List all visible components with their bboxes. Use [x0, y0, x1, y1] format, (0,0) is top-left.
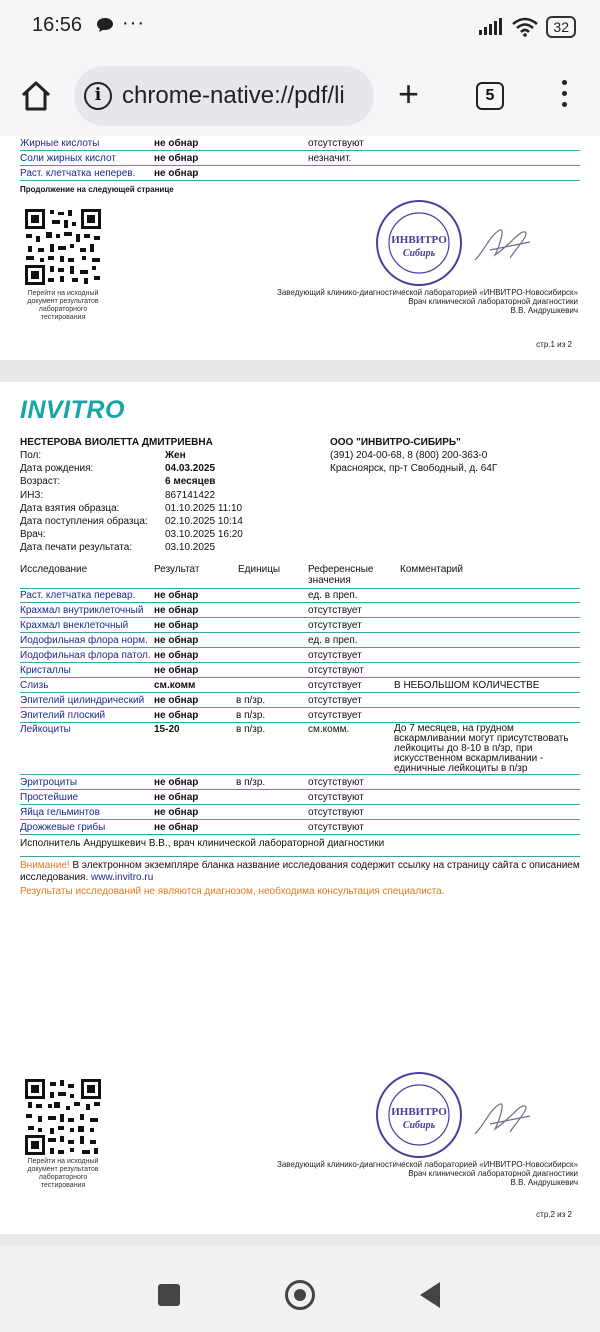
more-notifications-icon: ··· [122, 12, 145, 34]
comment-value [394, 724, 569, 774]
table-row [20, 618, 580, 633]
status-bar [0, 0, 600, 56]
invitro-link[interactable]: www.invitro.ru [91, 872, 154, 883]
result-value: не обнар [154, 620, 199, 631]
field-value: 03.10.2025 16:20 [165, 529, 243, 541]
field-value: 04.03.2025 [165, 463, 216, 475]
system-nav-bar [0, 1246, 600, 1332]
field-value: 02.10.2025 10:14 [165, 516, 243, 527]
svg-text:Сибирь: Сибирь [402, 248, 436, 259]
study-name[interactable]: Эпителий плоский [20, 710, 106, 721]
battery-icon: 32 [546, 16, 576, 38]
study-name[interactable]: Иодофильная флора норм. [20, 635, 148, 646]
field-label: Врач: [20, 529, 46, 541]
table-row [20, 708, 580, 723]
signature-line: В.В. Андрушкевич [510, 306, 578, 315]
table-row [20, 663, 580, 678]
table-row [20, 678, 580, 693]
result-value: не обнар [154, 168, 199, 179]
signature-line: Врач клинической лабораторной диагностики [408, 297, 578, 306]
field-value: 867141422 [165, 489, 216, 501]
table-row [20, 151, 580, 166]
signature-block [277, 1160, 578, 1187]
reference-value: отсутствуют [308, 792, 364, 803]
result-value: не обнар [154, 792, 199, 803]
menu-dot-icon [562, 80, 567, 85]
unit-value: в п/зр. [236, 777, 266, 788]
study-name[interactable]: Лейкоциты [20, 724, 71, 735]
field-value: 03.10.2025 [165, 542, 216, 554]
new-tab-button[interactable]: + [398, 73, 420, 114]
result-value: не обнар [154, 695, 199, 706]
field-value: 6 месяцев [165, 476, 216, 488]
url-text[interactable]: chrome-native://pdf/li [122, 82, 345, 109]
study-name[interactable]: Эритроциты [20, 777, 78, 788]
table-row [20, 648, 580, 663]
menu-dot-icon [562, 91, 567, 96]
field-label: Возраст: [20, 476, 61, 488]
reference-value: отсутствуют [308, 807, 364, 818]
address-bar[interactable] [74, 66, 374, 126]
col-result: Результат [154, 564, 200, 575]
table-row [20, 693, 580, 708]
signature-icon [470, 220, 540, 270]
signature-line: Врач клинической лабораторной диагностики [408, 1169, 578, 1178]
reference-value: отсутствуют [308, 138, 364, 149]
col-ref: Референсные значения [308, 564, 374, 586]
notice-label: Внимание! [20, 860, 70, 871]
wifi-icon [512, 17, 538, 37]
study-name[interactable]: Простейшие [20, 792, 79, 803]
study-name[interactable]: Слизь [20, 680, 49, 691]
menu-dot-icon [562, 102, 567, 107]
field-label: Дата печати результата: [20, 542, 133, 554]
study-name[interactable]: Кристаллы [20, 665, 71, 676]
lab-phone: (391) 204-00-68, 8 (800) 200-363-0 [330, 450, 488, 461]
study-name[interactable]: Раст. клетчатка неперев. [20, 168, 136, 179]
qr-caption: Перейти на исходный документ результатов лабораторного тестирования [27, 1158, 99, 1189]
info-icon[interactable]: i [84, 82, 112, 110]
table-row [20, 820, 580, 835]
col-units: Единицы [238, 564, 281, 575]
svg-text:ИНВИТРО: ИНВИТРО [391, 1106, 447, 1118]
result-value: не обнар [154, 710, 199, 721]
unit-value: в п/зр. [236, 695, 266, 706]
qr-code-icon[interactable] [24, 208, 102, 286]
recents-button[interactable] [158, 1284, 180, 1306]
result-value: не обнар [154, 153, 199, 164]
field-label: Дата рождения: [20, 463, 94, 475]
signature-block [277, 288, 578, 315]
result-value: не обнар [154, 650, 199, 661]
page-number: стр.2 из 2 [536, 1210, 572, 1219]
table-row [20, 790, 580, 805]
pdf-page-2 [0, 382, 600, 1234]
menu-button[interactable] [552, 80, 576, 112]
signature-line: В.В. Андрушкевич [510, 1178, 578, 1187]
comment-value: В НЕБОЛЬШОМ КОЛИЧЕСТВЕ [394, 680, 540, 691]
study-name[interactable]: Иодофильная флора патол. [20, 650, 151, 661]
reference-value: отсутствуют [308, 665, 364, 676]
reference-value: отсутствует [308, 680, 362, 691]
result-value: не обнар [154, 807, 199, 818]
study-name[interactable]: Эпителий цилиндрический [20, 695, 145, 706]
qr-code-icon[interactable] [24, 1078, 102, 1156]
continuation-note: Продолжение на следующей странице [20, 185, 174, 194]
table-row [20, 166, 580, 181]
comment-line: лейкоциты до 8-10 в п/зр, при [394, 743, 533, 754]
back-button[interactable] [420, 1282, 440, 1308]
field-value: Жен [165, 450, 186, 461]
table-row [20, 805, 580, 820]
reference-value: ед. в преп. [308, 590, 358, 601]
field-value: 01.10.2025 11:10 [165, 502, 243, 514]
notice-divider [20, 856, 580, 857]
reference-value: отсутствует [308, 650, 362, 661]
notice-text: В электронном экземпляре бланка название исследования содержит ссылку на страницу сайта с описанием [72, 860, 580, 871]
table-row [20, 136, 580, 151]
col-study: Исследование [20, 564, 88, 575]
field-label: Дата взятия образца: [20, 502, 120, 514]
pdf-viewer[interactable] [0, 136, 600, 1246]
comment-line: единичные лейкоциты в п/зр [394, 763, 528, 774]
comment-line: вскармливании могут присутствовать [394, 733, 569, 744]
signal-icon [478, 18, 504, 36]
reference-value: незначит. [308, 153, 352, 164]
result-value: не обнар [154, 590, 199, 601]
reference-value: отсутствует [308, 695, 362, 706]
field-label: Дата поступления образца: [20, 516, 148, 527]
result-value: 15-20 [154, 724, 180, 735]
study-name[interactable]: Раст. клетчатка перевар. [20, 590, 136, 601]
executor-line: Исполнитель Андрушкевич В.В., врач клинической лабораторной диагностики [20, 838, 385, 849]
table-row [20, 588, 580, 603]
reference-value: см.комм. [308, 724, 350, 735]
status-time: 16:56 [32, 14, 83, 36]
unit-value: в п/зр. [236, 710, 266, 721]
result-value: не обнар [154, 138, 199, 149]
result-value: не обнар [154, 822, 199, 833]
study-name[interactable]: Крахмал внутриклеточный [20, 605, 144, 616]
lab-name: ООО "ИНВИТРО-СИБИРЬ" [330, 437, 461, 448]
svg-text:ИНВИТРО: ИНВИТРО [391, 234, 447, 246]
home-icon [18, 78, 54, 114]
lab-stamp-icon [374, 1070, 464, 1160]
invitro-logo: INVITRO [20, 396, 125, 424]
table-row [20, 633, 580, 648]
tab-switcher-button[interactable]: 5 [476, 82, 504, 110]
home-nav-button[interactable] [285, 1280, 315, 1310]
warning-text: Результаты исследований не являются диагнозом, необходима консультация специалиста. [20, 886, 445, 897]
unit-value: в п/зр. [236, 724, 266, 735]
reference-value: ед. в преп. [308, 635, 358, 646]
reference-value: отсутствует [308, 605, 362, 616]
col-comment: Комментарий [400, 564, 463, 575]
lab-stamp-icon [374, 198, 464, 288]
result-value: см.комм [154, 680, 196, 691]
comment-line: До 7 месяцев, на грудном [394, 723, 514, 734]
chat-notification-icon [96, 16, 114, 39]
study-name[interactable]: Яйца гельминтов [20, 807, 100, 818]
study-name[interactable]: Крахмал внеклеточный [20, 620, 129, 631]
table-row [20, 603, 580, 618]
result-value: не обнар [154, 665, 199, 676]
study-name[interactable]: Соли жирных кислот [20, 153, 116, 164]
study-name[interactable]: Дрожжевые грибы [20, 822, 106, 833]
lab-address: Красноярск, пр-т Свободный, д. 64Г [330, 463, 498, 474]
svg-text:Сибирь: Сибирь [402, 1120, 436, 1131]
comment-line: искусственном вскармливании - [394, 753, 544, 764]
study-name[interactable]: Жирные кислоты [20, 138, 100, 149]
notice-text-2: исследования. [20, 872, 89, 883]
pdf-page-1 [0, 136, 600, 360]
signature-line: Заведующий клинико-диагностической лабораторией «ИНВИТРО-Новосибирск» [277, 1160, 578, 1169]
browser-toolbar [0, 56, 600, 136]
reference-value: отсутствует [308, 620, 362, 631]
reference-value: отсутствуют [308, 822, 364, 833]
result-value: не обнар [154, 605, 199, 616]
reference-value: отсутствуют [308, 777, 364, 788]
page-number: стр.1 из 2 [536, 340, 572, 349]
signature-icon [470, 1094, 540, 1144]
qr-caption: Перейти на исходный документ результатов лабораторного тестирования [27, 290, 99, 321]
field-label: Пол: [20, 450, 42, 461]
table-row [20, 775, 580, 790]
result-value: не обнар [154, 777, 199, 788]
home-button[interactable] [18, 78, 54, 114]
table-row-leukocytes [20, 722, 580, 775]
reference-value: отсутствует [308, 710, 362, 721]
patient-name: НЕСТЕРОВА ВИОЛЕТТА ДМИТРИЕВНА [20, 437, 213, 448]
signature-line: Заведующий клинико-диагностической лабораторией «ИНВИТРО-Новосибирск» [277, 288, 578, 297]
result-value: не обнар [154, 635, 199, 646]
notice-block [20, 860, 580, 884]
field-label: ИНЗ: [20, 489, 44, 501]
